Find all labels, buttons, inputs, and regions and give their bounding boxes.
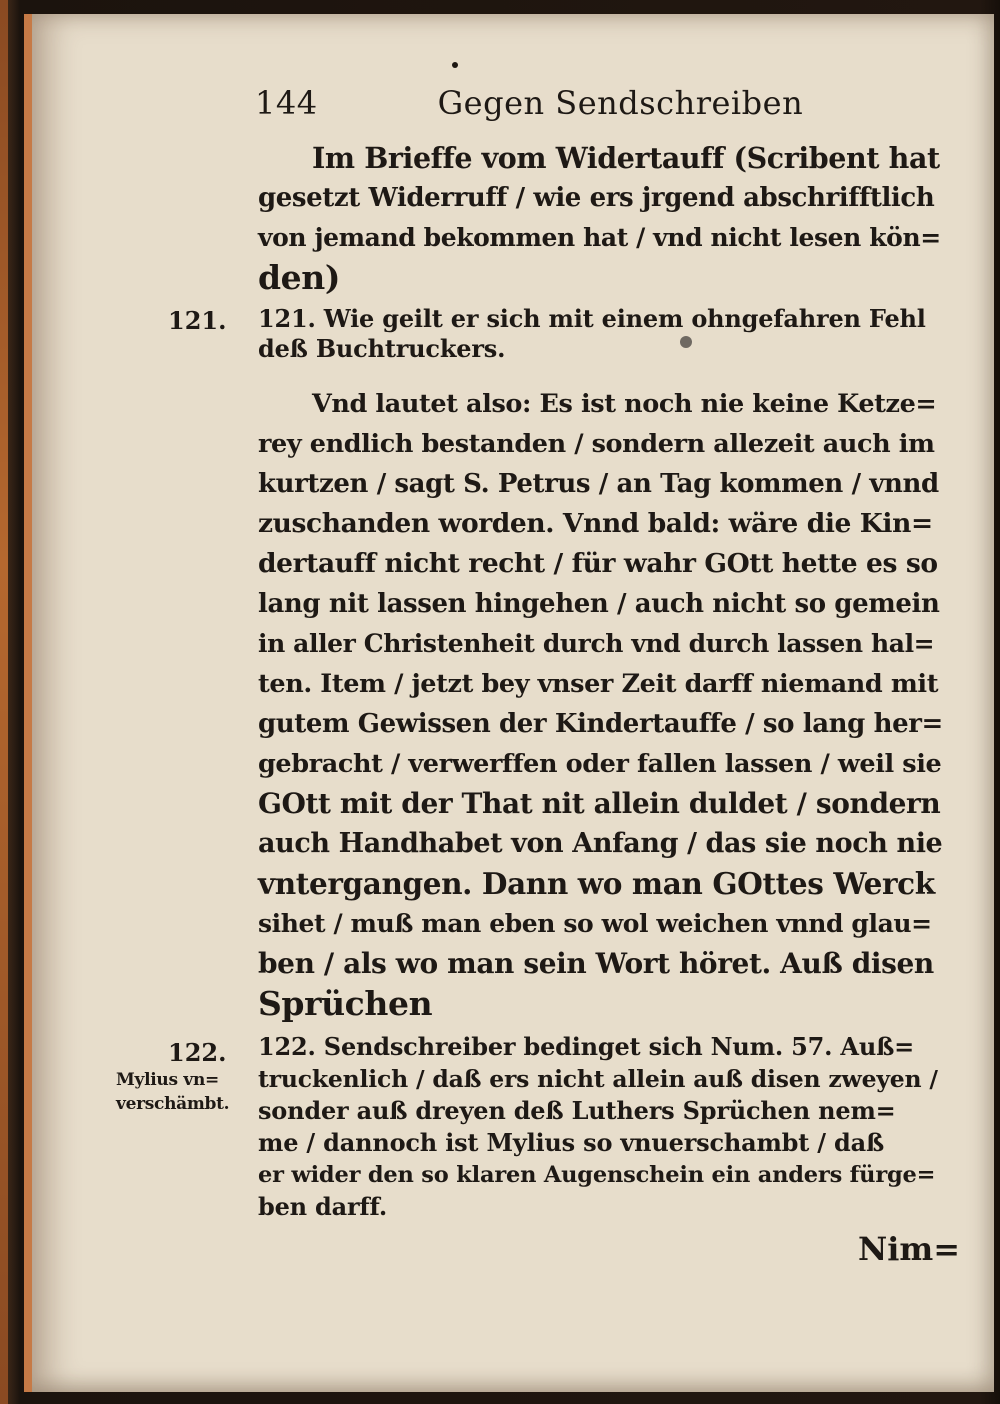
text-line: lang nit lassen hingehen / auch nicht so gemein <box>258 589 940 619</box>
margin-number: 121. <box>168 306 227 335</box>
text-line: Im Brieffe vom Widertauff (Scribent hat <box>312 141 940 175</box>
summary-line: er wider den so klaren Augenschein ein anders fürge= <box>258 1162 936 1188</box>
text-line: kurtzen / sagt S. Petrus / an Tag kommen / vnnd <box>258 469 939 499</box>
text-line: gutem Gewissen der Kindertauffe / so lang her= <box>258 709 943 739</box>
text-line: ben / als wo man sein Wort höret. Auß disen <box>258 947 934 980</box>
summary-line: 121. Wie geilt er sich mit einem ohngefahren Fehl <box>258 304 926 333</box>
running-title: Gegen Sendschreiben <box>437 84 804 122</box>
binding-edge <box>0 0 8 1404</box>
margin-note: Mylius vn= <box>116 1070 219 1090</box>
text-line: gesetzt Widerruff / wie ers jrgend abschrifftlich <box>258 183 935 213</box>
margin-note: verschämbt. <box>116 1094 230 1114</box>
text-line: Vnd lautet also: Es ist noch nie keine Ketze= <box>312 389 937 419</box>
summary-line: deß Buchtruckers. <box>258 334 506 363</box>
running-header <box>255 84 803 122</box>
ink-dot <box>452 62 458 68</box>
text-line: auch Handhabet von Anfang / das sie noch nie <box>258 828 943 859</box>
margin-number: 122. <box>168 1038 227 1067</box>
text-line: dertauff nicht recht / für wahr GOtt hette es so <box>258 548 938 579</box>
catchword: Nim= <box>858 1230 961 1268</box>
text-line: zuschanden worden. Vnnd bald: wäre die Kin= <box>258 508 933 539</box>
ink-blot <box>680 336 692 348</box>
text-line: von jemand bekommen hat / vnd nicht lesen kön= <box>258 223 941 252</box>
text-line: vntergangen. Dann wo man GOttes Werck <box>258 866 935 901</box>
text-line: ten. Item / jetzt bey vnser Zeit darff niemand mit <box>258 669 939 699</box>
text-line: Sprüchen <box>258 984 433 1023</box>
text-line: den) <box>258 258 341 297</box>
text-line: in aller Christenheit durch vnd durch lassen hal= <box>258 629 935 658</box>
summary-line: ben darff. <box>258 1192 387 1221</box>
text-line: rey endlich bestanden / sondern allezeit auch im <box>258 429 935 459</box>
text-line: sihet / muß man eben so wol weichen vnnd glau= <box>258 909 932 938</box>
summary-line: 122. Sendschreiber bedinget sich Num. 57. Auß= <box>258 1032 915 1061</box>
text-line: gebracht / verwerffen oder fallen lassen / weil sie <box>258 749 942 779</box>
summary-line: truckenlich / daß ers nicht allein auß disen zweyen / <box>258 1065 938 1093</box>
text-line: GOtt mit der That nit allein duldet / sondern <box>258 787 941 820</box>
summary-line: me / dannoch ist Mylius so vnuerschambt / daß <box>258 1128 884 1157</box>
summary-line: sonder auß dreyen deß Luthers Sprüchen nem= <box>258 1096 896 1125</box>
page-number: 144 <box>255 84 318 122</box>
